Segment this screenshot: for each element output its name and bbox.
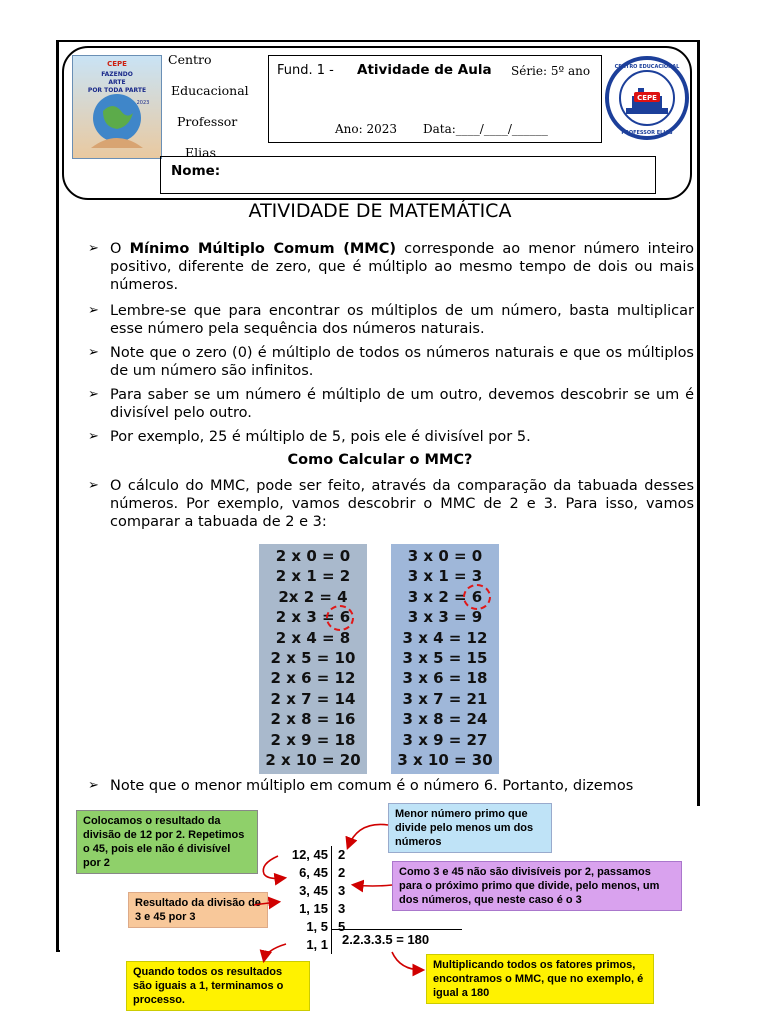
factor-row: 1, 15 <box>299 901 328 916</box>
factor-row: 3, 45 <box>299 883 328 898</box>
table2-row: 2 x 7 = 14 <box>270 689 356 708</box>
logo-text-cepe: CEPE <box>107 60 127 68</box>
factor-row: 1, 1 <box>306 937 328 952</box>
callout-orange: Resultado da divisão de 3 e 45 por 3 <box>128 892 268 928</box>
seal-text-top: CENTRO EDUCACIONAL <box>614 64 680 70</box>
table3-row: 3 x 0 = 0 <box>407 547 483 565</box>
seal-text-bottom: PROFESSOR ELIAS <box>621 130 673 136</box>
table3-row: 3 x 1 = 3 <box>407 567 483 586</box>
table3-row: 3 x 9 = 27 <box>402 730 488 749</box>
school-name-line-1: Centro <box>168 52 212 67</box>
grade-label: Série: 5º ano <box>511 64 591 78</box>
arrow-purple <box>354 885 392 886</box>
activity-label: Atividade de Aula <box>357 62 492 78</box>
bullet-bold-text: Mínimo Múltiplo Comum (MMC) <box>129 241 396 257</box>
table2-row: 2 x 4 = 8 <box>275 628 351 647</box>
logo-text-fazendo: FAZENDO <box>101 71 133 78</box>
bullet-text: O cálculo do MMC, pode ser feito, através da comparação da tabuada desses números. Por exemplo, vamos descobrir o MMC de 2 e 3. Para isso, vamos comparar a tabuada de 2 e 3: <box>110 478 694 530</box>
callout-green: Colocamos o resultado da divisão de 12 por 2. Repetimos o 45, pois ele não é divisível por 2 <box>76 810 258 874</box>
table3-row: 3 x 10 = 30 <box>397 751 493 770</box>
table2-row: 2 x 8 = 16 <box>270 710 356 729</box>
bullet-text: corresponde ao menor número inteiro positivo, diferente de zero, que é múltiplo ao mesmo tempo de dois ou mais números. <box>110 241 694 293</box>
table2-row: 2 x 5 = 10 <box>270 649 356 668</box>
arrow-blue <box>348 824 388 847</box>
arrow-yellow-right <box>392 952 422 970</box>
bullet-text: Note que o zero (0) é múltiplo de todos os números naturais e que os múltiplos de um número são infinitos. <box>110 345 694 379</box>
table3-row: 3 x 6 = 18 <box>402 669 488 688</box>
prime-factor: 3 <box>338 883 346 898</box>
logo-text-year: 2023 <box>136 100 150 106</box>
arrow-yellow-left <box>264 944 286 960</box>
seal-text-cepe: CEPE <box>637 94 657 102</box>
factor-row: 12, 45 <box>291 847 328 862</box>
school-name-line-3: Professor <box>177 114 238 129</box>
logo-text-por-toda-parte: POR TODA PARTE <box>87 87 147 94</box>
section-subtitle: Como Calcular o MMC? <box>287 452 473 468</box>
table2-row: 2 x 6 = 12 <box>270 669 356 688</box>
table2-row: 2 x 1 = 2 <box>275 567 351 586</box>
callout-yellow-left: Quando todos os resultados são iguais a 1, terminamos o processo. <box>126 961 310 1011</box>
table3-row: 3 x 7 = 21 <box>402 689 488 708</box>
callout-yellow-right: Multiplicando todos os fatores primos, encontramos o MMC, que no exemplo, é igual a 180 <box>426 954 654 1004</box>
bullet-text: O <box>110 241 130 257</box>
table3-row: 3 x 4 = 12 <box>402 628 488 647</box>
table2-row: 2 x 0 = 0 <box>275 547 351 565</box>
table2-row: 2x 2 = 4 <box>278 587 348 606</box>
callout-blue: Menor número primo que divide pelo menos um dos números <box>388 803 552 853</box>
school-name-line-2: Educacional <box>171 83 249 98</box>
name-label: Nome: <box>171 163 221 179</box>
prime-factor: 2 <box>338 865 346 880</box>
year-label: Ano: 2023 <box>335 122 398 136</box>
prime-factor: 5 <box>338 919 346 934</box>
factor-row: 1, 5 <box>306 919 328 934</box>
factor-result: 2.2.3.3.5 = 180 <box>342 932 430 947</box>
table2-row: 2 x 10 = 20 <box>265 751 361 770</box>
bullet-text: Por exemplo, 25 é múltiplo de 5, pois ele é divisível por 5. <box>110 429 531 445</box>
table2-row-highlighted: 2 x 3 = 6 <box>275 608 351 627</box>
callout-purple: Como 3 e 45 não são divisíveis por 2, passamos para o próximo primo que divide, pelo menos, um dos números, que neste caso é o 3 <box>392 861 682 911</box>
table3-row-highlighted: 3 x 2 = 6 <box>407 587 483 606</box>
level-label: Fund. 1 - <box>277 63 334 78</box>
prime-factor: 3 <box>338 901 346 916</box>
prime-factor: 2 <box>338 847 346 862</box>
bullet-text: Note que o menor múltiplo em comum é o número 6. Portanto, dizemos <box>110 778 634 794</box>
arrow-orange <box>254 902 278 905</box>
bullet-text: Lembre-se que para encontrar os múltiplos de um número, basta multiplicar esse número pela sequência dos números naturais. <box>110 303 694 337</box>
date-field: Data:____/____/______ <box>423 122 548 136</box>
arrow-green <box>263 856 284 879</box>
table2-row: 2 x 9 = 18 <box>270 730 356 749</box>
bullet-text: Para saber se um número é múltiplo de um outro, devemos descobrir se um é divisível pelo outro. <box>110 387 694 421</box>
school-name-line-4: Elias <box>185 145 216 160</box>
logo-text-arte: ARTE <box>108 79 126 86</box>
table3-row: 3 x 5 = 15 <box>402 649 488 668</box>
page-title: ATIVIDADE DE MATEMÁTICA <box>248 200 512 222</box>
table3-row: 3 x 8 = 24 <box>402 710 488 729</box>
factor-row: 6, 45 <box>299 865 328 880</box>
table3-row: 3 x 3 = 9 <box>407 608 483 627</box>
